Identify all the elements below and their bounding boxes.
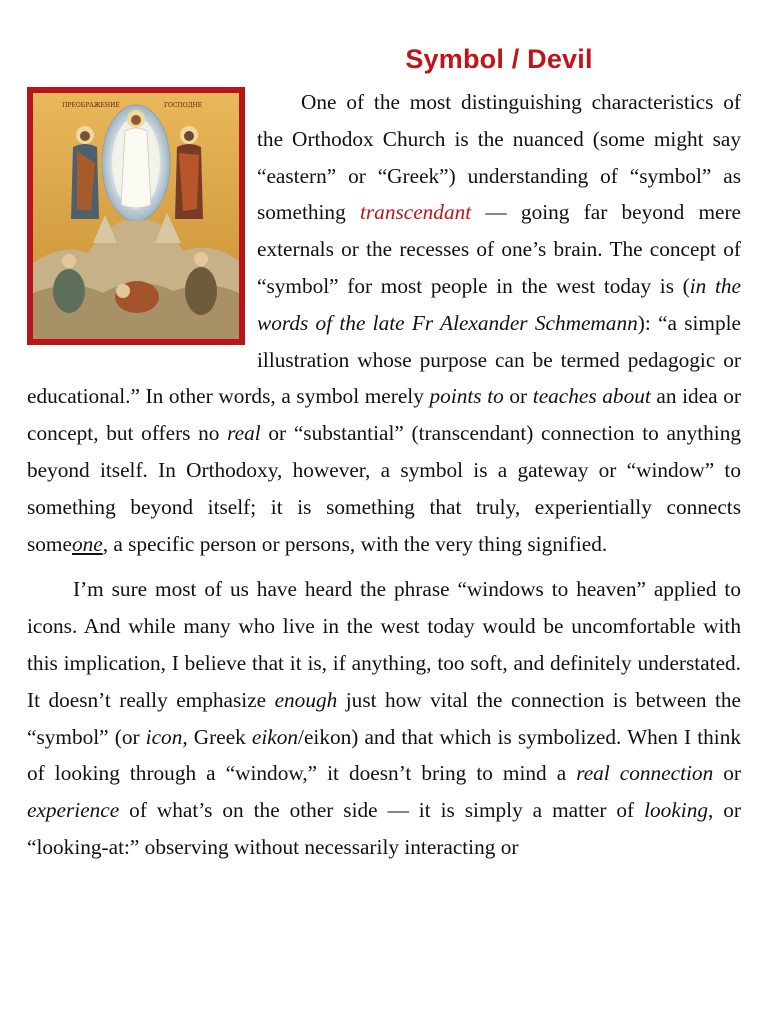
text-segment: or <box>713 761 741 786</box>
text-segment: — going far beyond mere externals or the recesses of one’s brain. The concept of “symbol” for most people in the west today is ( <box>257 200 742 298</box>
text-segment: , or “looking-at:” observing without necessarily interacting or <box>27 798 742 859</box>
text-segment: experience <box>27 798 120 823</box>
page-title: Symbol / Devil <box>405 44 593 75</box>
text-segment: looking <box>644 798 708 823</box>
text-segment: One of the most distinguishing characteristics of the Orthodox Church is the nuanced (some might say “eastern” or “Greek”) understanding of “symbol” as something <box>257 90 741 225</box>
text-segment: or <box>503 384 533 409</box>
text-segment: of what’s on the other side — it is simply a matter of <box>119 798 645 823</box>
text-segment: icon <box>145 724 183 749</box>
text-segment: I’m sure most of us have heard the phrase “windows to heaven” applied to icons. And while many who live in the west today would be uncomfortable with this implication, I believe that it is, if anything, too soft, and definitely understated. It doesn’t really emphasize <box>27 577 741 712</box>
article-body <box>27 84 741 866</box>
text-segment: teaches about <box>532 384 651 409</box>
text-segment: an idea or concept, but offers no <box>27 384 741 446</box>
text-segment: , a specific person or persons, with the very thing signified. <box>102 531 608 556</box>
icon-caption-right: ГОСПОДНЕ <box>163 102 203 109</box>
text-segment: just how vital the connection is between the “symbol” (or <box>27 687 741 749</box>
text-segment: points to <box>429 384 504 409</box>
text-segment: eikon <box>251 724 299 749</box>
text-segment: real connection <box>576 761 714 786</box>
text-segment: , Greek <box>182 724 252 749</box>
text-segment: real <box>227 421 261 446</box>
image-wrap-spacer <box>27 84 257 361</box>
text-segment: ): “a simple illustration whose purpose can be termed pedagogic or educational.” In other words, a symbol merely <box>27 310 741 409</box>
text-segment: in the words of the late Fr Alexander Schmemann <box>257 273 741 335</box>
text-segment: enough <box>274 687 338 712</box>
text-segment: /eikon) and that which is symbolized. When I think of looking through a “window,” it doesn’t bring to mind a <box>27 724 742 786</box>
icon-caption-left: ПРЕОБРАЖЕНИЕ <box>62 102 120 109</box>
text-segment: transcendant <box>359 200 472 225</box>
paragraph-2 <box>27 571 741 865</box>
text-segment: one <box>71 531 103 556</box>
text-segment: or “substantial” (transcendant) connection to anything beyond itself. In Orthodoxy, however, a symbol is a gateway or “window” to something beyond itself; it is something that truly, experientially connects some <box>27 421 741 556</box>
